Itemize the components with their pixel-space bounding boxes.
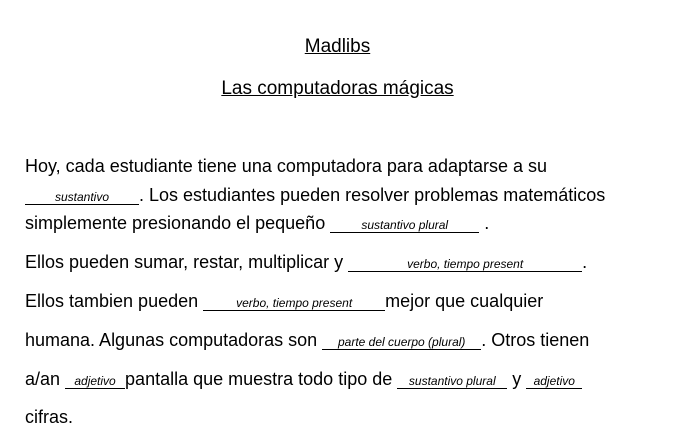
story-text: Ellos tambien pueden (25, 291, 204, 311)
story-text: simplemente presionando el pequeño (25, 213, 331, 233)
story-line-4 (25, 251, 587, 273)
story-text: . (582, 252, 588, 272)
story-line-5 (25, 290, 543, 312)
story-text: Ellos pueden sumar, restar, multiplicar y (25, 252, 349, 272)
story-text: . Otros tienen (481, 330, 590, 350)
story-text: a/an (25, 369, 66, 389)
story-text: . Los estudiantes pueden resolver problemas matemáticos (139, 185, 606, 205)
story-text: . (479, 213, 490, 233)
story-text: humana. Algunas computadoras son (25, 330, 323, 350)
story-text: cifras. (25, 407, 74, 427)
story-text: mejor que cualquier (385, 291, 544, 311)
blank-verb-field[interactable]: verbo, tiempo present (203, 296, 385, 311)
blank-noun-field[interactable]: sustantivo (25, 190, 139, 205)
page-title: Madlibs (304, 36, 371, 57)
story-line-2 (25, 184, 605, 206)
blank-body-part-field[interactable]: parte del cuerpo (plural) (322, 335, 481, 350)
story-text: pantalla que muestra todo tipo de (125, 369, 398, 389)
blank-adjective-field[interactable]: adjetivo (65, 374, 125, 389)
blank-plural-noun-field[interactable]: sustantivo plural (330, 218, 479, 233)
blank-verb-field[interactable]: verbo, tiempo present (348, 257, 582, 272)
story-title: Las computadoras mágicas (221, 78, 454, 99)
story-line-3 (25, 212, 489, 234)
story-text: Hoy, cada estudiante tiene una computadora para adaptarse a su (25, 156, 548, 176)
story-text: y (507, 369, 527, 389)
story-line-1 (25, 155, 547, 177)
story-line-8 (25, 406, 73, 428)
blank-adjective-field[interactable]: adjetivo (526, 374, 582, 389)
story-line-6 (25, 329, 589, 351)
blank-plural-noun-field[interactable]: sustantivo plural (397, 374, 507, 389)
story-line-7 (25, 368, 582, 390)
